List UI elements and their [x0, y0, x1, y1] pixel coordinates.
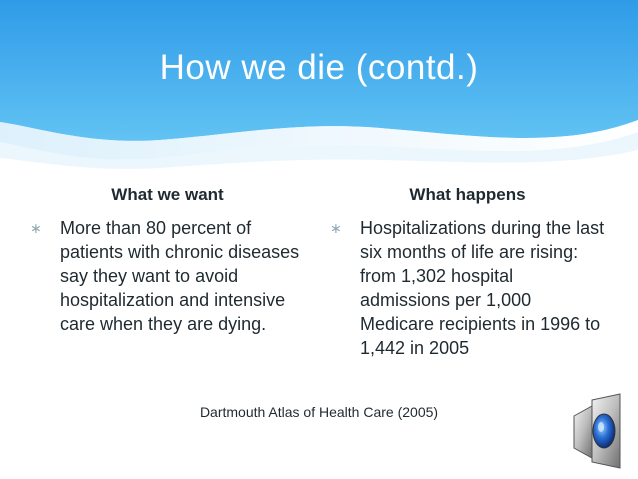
left-bullet-text: More than 80 percent of patients with chronic diseases say they want to avoid hospitalization and intensive care when they are dying.	[60, 218, 300, 334]
right-column-heading: What happens	[409, 185, 526, 204]
right-bullet-text: Hospitalizations during the last six months of life are rising: from 1,302 hospital admissions per 1,000 Medicare recipients in 1996 to 1,442 in 2005	[360, 218, 605, 358]
left-column-heading: What we want	[111, 185, 224, 204]
right-column	[330, 184, 605, 360]
left-bullet	[30, 216, 305, 336]
speaker-icon[interactable]	[566, 392, 626, 470]
left-column	[30, 184, 305, 336]
bullet-asterisk-icon: ∗	[330, 220, 342, 236]
citation: Dartmouth Atlas of Health Care (2005)	[199, 404, 439, 420]
slide-title: How we die (contd.)	[159, 48, 479, 87]
bullet-asterisk-icon: ∗	[30, 220, 42, 236]
right-bullet	[330, 216, 605, 360]
